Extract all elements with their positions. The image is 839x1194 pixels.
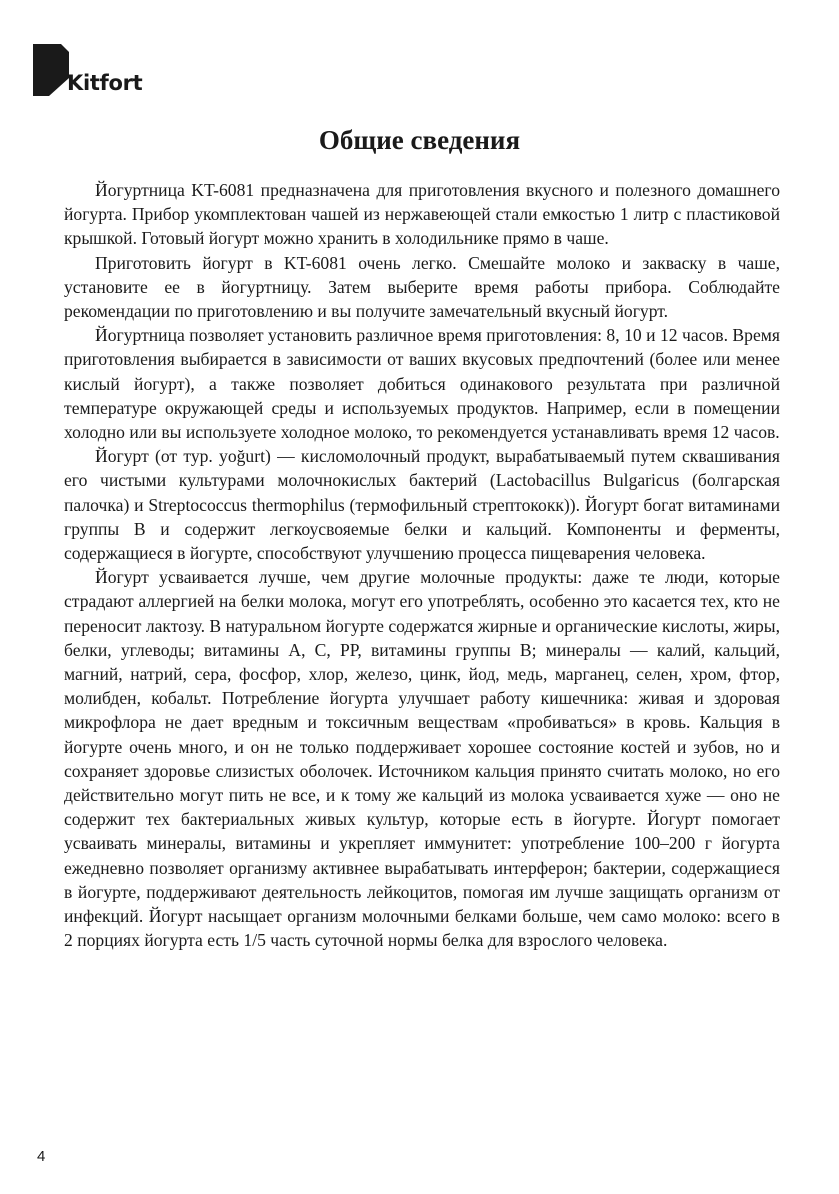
paragraph: Йогуртница KT-6081 предназначена для приготовления вкусного и полезного домашнего йогурта. Прибор укомплектован чашей из нержавеющей стали емкостью 1 литр с пластиковой крышкой. Готовый йогурт можно хранить в холодильнике прямо в чаше.	[64, 180, 780, 249]
paragraph: Йогурт (от тур. yoğurt) — кисломолочный продукт, вырабатываемый путем сквашивания его чистыми культурами молочнокислых бактерий (Lactobacillus Bulgaricus (болгарская палочка) и Streptococcus thermophilus (термофильный стрептококк)). Йогурт богат витаминами группы В и содержит легкоусвояемые белки и кальций. Компоненты и ферменты, содержащиеся в йогурте, способствуют улучшению процесса пищеварения человека.	[64, 446, 780, 564]
brand-logo	[33, 44, 163, 100]
kitfort-logo-icon	[33, 44, 69, 100]
body-text	[64, 178, 780, 953]
paragraph: Приготовить йогурт в KT-6081 очень легко. Смешайте молоко и закваску в чаше, установите ее в йогуртницу. Затем выберите время работы прибора. Соблюдайте рекомендации по приготовлению и вы получите замечательный вкусный йогурт.	[64, 252, 780, 322]
page-number: 4	[37, 1148, 46, 1165]
brand-name: Kitfort	[67, 71, 143, 95]
page-title: Общие сведения	[318, 125, 521, 155]
paragraph: Йогуртница позволяет установить различное время приготовления: 8, 10 и 12 часов. Время приготовления выбирается в зависимости от ваших вкусовых предпочтений (более или менее кислый йогурт), а также позволяет добиться одинакового результата при различной температуре окружающей среды и используемых продуктов. Например, если в помещении холодно или вы используете холодное молоко, то рекомендуется устанавливать время 12 часов.	[64, 325, 780, 443]
paragraph: Йогурт усваивается лучше, чем другие молочные продукты: даже те люди, которые страдают аллергией на белки молока, могут его употреблять, особенно это касается тех, кто не переносит лактозу. В натуральном йогурте содержатся жирные и органические кислоты, жиры, белки, углеводы; витамины А, С, РР, витамины группы В; минералы — калий, кальций, магний, натрий, сера, фосфор, хлор, железо, цинк, йод, медь, марганец, селен, хром, фтор, молибден, кобальт. Потребление йогурта улучшает работу кишечника: живая и здоровая микрофлора не дает вредным и токсичным веществам «пробиваться» в кровь. Кальция в йогурте очень много, и он не только поддерживает хорошее состояние костей и зубов, но и сохраняет здоровье слизистых оболочек. Источником кальция принято считать молоко, но его действительно могут пить не все, и к тому же кальций из молока усваивается хуже — оно не содержит тех бактериальных живых культур, которые есть в йогурте. Йогурт помогает усваивать минералы, витамины и укрепляет иммунитет: употребление 100–200 г йогурта ежедневно позволяет организму активнее вырабатывать интерферон; бактерии, содержащиеся в йогурте, поддерживают деятельность лейкоцитов, помогая им лучше защищать организм от инфекций. Йогурт насыщает организм молочными белками больше, чем само молоко: всего в 2 порциях йогурта есть 1/5 часть суточной нормы белка для взрослого человека.	[64, 567, 780, 951]
